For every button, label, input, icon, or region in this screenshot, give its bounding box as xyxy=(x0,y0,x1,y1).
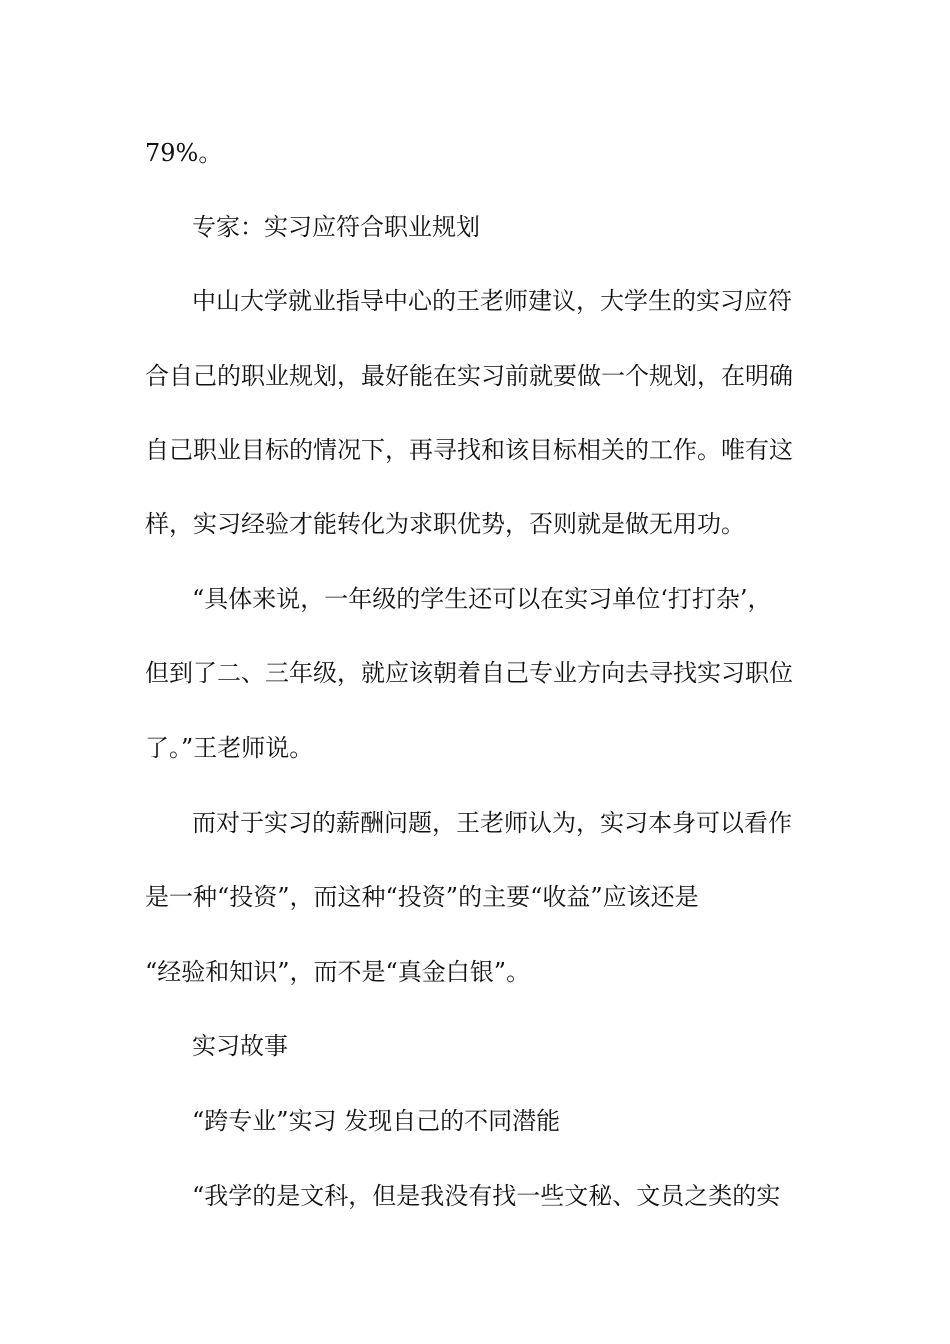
paragraph-line: “我学的是文科，但是我没有找一些文秘、文员之类的实 xyxy=(192,1182,781,1210)
paragraph-line: 而对于实习的薪酬问题，王老师认为，实习本身可以看作 xyxy=(192,809,792,837)
paragraph-line: 是一种“投资”，而这种“投资”的主要“收益”应该还是 xyxy=(145,883,699,911)
text-line-continuation: 79%。 xyxy=(145,139,223,167)
story-subheading: “跨专业”实习 发现自己的不同潜能 xyxy=(192,1107,561,1135)
section-heading-expert: 专家：实习应符合职业规划 xyxy=(192,213,480,241)
section-heading-stories: 实习故事 xyxy=(192,1032,288,1060)
paragraph-line: 但到了二、三年级，就应该朝着自己专业方向去寻找实习职位 xyxy=(145,659,793,687)
paragraph-line: 中山大学就业指导中心的王老师建议，大学生的实习应符 xyxy=(192,287,792,315)
paragraph-line: 自己职业目标的情况下，再寻找和该目标相关的工作。唯有这 xyxy=(145,436,793,464)
paragraph-line: 了。”王老师说。 xyxy=(145,734,314,762)
paragraph-line: “经验和知识”，而不是“真金白银”。 xyxy=(145,958,531,986)
paragraph-line: 样，实习经验才能转化为求职优势，否则就是做无用功。 xyxy=(145,510,745,538)
paragraph-line: “具体来说，一年级的学生还可以在实习单位‘打打杂’， xyxy=(192,585,772,613)
paragraph-line: 合自己的职业规划，最好能在实习前就要做一个规划，在明确 xyxy=(145,362,793,390)
